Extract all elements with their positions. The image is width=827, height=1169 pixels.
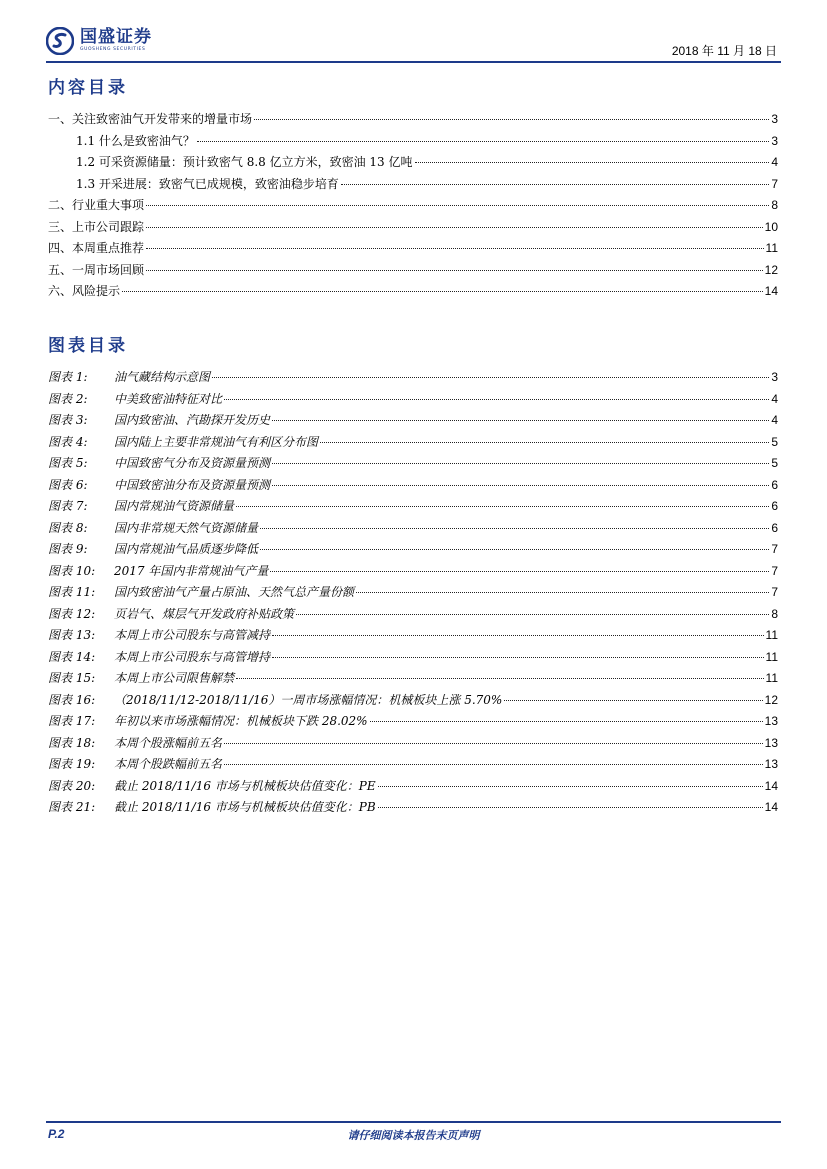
figure-entry[interactable] [48, 540, 778, 562]
figure-entry-number: 图表 21: [48, 800, 96, 814]
figure-entry[interactable] [48, 626, 778, 648]
page-header [46, 24, 781, 64]
contents-entry-label: 1.2 可采资源储量：预计致密气 8.8 亿立方米，致密油 13 亿吨 [76, 155, 413, 169]
figure-entry[interactable] [48, 734, 778, 756]
contents-entry-page: 3 [771, 112, 778, 126]
contents-entry-label: 1.1 什么是致密油气？ [76, 133, 195, 148]
figure-entry-text [48, 691, 502, 708]
figure-entry-page: 4 [771, 413, 778, 427]
figures-list [48, 368, 778, 820]
contents-entry[interactable] [48, 239, 778, 261]
dot-leader [197, 140, 769, 142]
dot-leader [224, 763, 763, 765]
figure-entry-number: 图表 5: [48, 456, 88, 470]
dot-leader [122, 290, 763, 292]
figure-entry-page: 12 [764, 692, 778, 707]
figure-entry-text [48, 755, 222, 772]
figure-entry-text [48, 712, 368, 729]
figure-entry-page: 5 [771, 456, 778, 470]
figure-entry[interactable] [48, 519, 778, 541]
figure-entry-number: 图表 9: [48, 542, 88, 556]
figure-entry-page: 11 [765, 649, 778, 664]
figure-entry-number: 图表 6: [48, 477, 88, 492]
figure-entry-label: 油气藏结构示意图 [114, 370, 211, 384]
disclaimer-note: 请仔细阅读本报告末页声明 [347, 1129, 480, 1142]
figure-entry-text [48, 433, 318, 450]
figure-entry[interactable] [48, 648, 778, 670]
figure-entry-text [48, 454, 270, 471]
figure-entry-label: 中美致密油特征对比 [114, 391, 223, 406]
figure-entry-label: 国内常规油气品质逐步降低 [114, 542, 259, 556]
contents-entry-label: 1.3 开采进展：致密气已成规模，致密油稳步培育 [76, 176, 339, 191]
figure-entry-label: 国内常规油气资源储量 [114, 499, 235, 513]
figure-entry-label: 本周上市公司股东与高管减持 [114, 628, 271, 642]
company-name: 国盛证券 [80, 27, 152, 48]
figure-entry-number: 图表 12: [48, 606, 96, 621]
dot-leader [146, 247, 764, 249]
contents-entry[interactable] [48, 218, 778, 240]
figure-entry-page: 6 [771, 477, 778, 492]
dot-leader [415, 161, 770, 163]
dot-leader [370, 720, 763, 722]
figure-entry[interactable] [48, 777, 778, 799]
figure-entry-number: 图表 7: [48, 499, 88, 513]
figure-entry-number: 图表 8: [48, 520, 88, 535]
figure-entry-page: 13 [764, 757, 778, 771]
figure-entry-page: 7 [771, 542, 778, 556]
figure-entry-text [48, 777, 376, 794]
dot-leader [272, 634, 764, 636]
figure-entry-number: 图表 3: [48, 413, 88, 427]
figure-entry-text [48, 626, 270, 643]
dot-leader [236, 505, 769, 507]
dot-leader [260, 548, 769, 550]
figure-entry-label: 国内致密油、汽勘探开发历史 [114, 413, 271, 427]
figure-entry-label: 中国致密气分布及资源量预测 [114, 456, 271, 470]
figure-entry-label: 本周上市公司限售解禁 [114, 671, 235, 685]
dot-leader [296, 613, 769, 615]
figure-entry-text [48, 562, 268, 579]
figure-entry-text [48, 368, 210, 385]
figure-entry-number: 图表 17: [48, 714, 96, 728]
figure-entry-page: 13 [764, 714, 778, 728]
contents-entry-page: 12 [764, 262, 778, 277]
contents-entry-label: 二、行业重大事项 [48, 198, 145, 212]
contents-entry[interactable] [48, 282, 778, 304]
figure-entry-text [48, 669, 234, 686]
figure-entry[interactable] [48, 583, 778, 605]
figure-entry-number: 图表 10: [48, 563, 96, 578]
figure-entry-label: 本周个股跌幅前五名 [114, 757, 223, 771]
figure-entry-text [48, 519, 258, 536]
figure-entry-label: 页岩气、煤层气开发政府补贴政策 [114, 606, 295, 621]
figure-entry-page: 6 [771, 520, 778, 535]
figure-entry-text [48, 540, 258, 557]
contents-entry-page: 4 [771, 155, 778, 169]
figure-entry[interactable] [48, 411, 778, 433]
figure-entry[interactable] [48, 390, 778, 412]
figure-entry-label: 本周个股涨幅前五名 [114, 735, 223, 750]
figure-entry-page: 14 [764, 778, 778, 793]
figure-entry[interactable] [48, 433, 778, 455]
dot-leader [504, 699, 762, 701]
figure-entry-page: 6 [771, 499, 778, 513]
contents-entry-page: 11 [765, 241, 778, 255]
figure-entry-page: 11 [765, 671, 778, 685]
figure-entry-text [48, 605, 294, 622]
dot-leader [254, 118, 769, 120]
figure-entry-page: 7 [771, 585, 778, 599]
contents-entry[interactable] [48, 196, 778, 218]
figure-entry-label: 截止 2018/11/16 市场与机械板块估值变化：PE [114, 778, 376, 793]
figure-entry[interactable] [48, 669, 778, 691]
figure-entry-text [48, 798, 376, 815]
page-number: P.2 [48, 1127, 65, 1141]
figure-entry[interactable] [48, 562, 778, 584]
figure-entry-label: 年初以来市场涨幅情况：机械板块下跌 28.02% [114, 714, 368, 728]
contents-list [48, 110, 778, 304]
report-date: 2018 年 11 月 18 日 [671, 44, 777, 58]
figure-entry-number: 图表 20: [48, 778, 96, 793]
dot-leader [146, 269, 763, 271]
contents-title: 内容目录 [48, 78, 128, 98]
company-logo [46, 24, 152, 58]
figure-entry-number: 图表 2: [48, 391, 88, 406]
figure-entry[interactable] [48, 605, 778, 627]
figure-entry-label: 2017 年国内非常规油气产量 [114, 563, 269, 578]
figure-entry-text [48, 390, 222, 407]
dot-leader [272, 484, 769, 486]
figure-entry-page: 13 [764, 735, 778, 750]
figure-entry-page: 7 [771, 563, 778, 578]
company-name-en: GUOSHENG SECURITIES [80, 47, 146, 53]
dot-leader [378, 785, 763, 787]
dot-leader [378, 806, 763, 808]
contents-entry-label: 五、一周市场回顾 [48, 262, 145, 277]
figure-entry-text [48, 497, 234, 514]
figure-entry-text [48, 648, 270, 665]
contents-entry-label: 四、本周重点推荐 [48, 241, 145, 255]
figure-entry[interactable] [48, 454, 778, 476]
figure-entry-number: 图表 18: [48, 735, 96, 750]
figure-entry-page: 8 [771, 606, 778, 621]
figure-entry[interactable] [48, 712, 778, 734]
contents-entry[interactable] [48, 110, 778, 132]
dot-leader [146, 226, 763, 228]
figure-entry-page: 4 [771, 391, 778, 406]
figure-entry-text [48, 411, 270, 428]
figure-entry[interactable] [48, 691, 778, 713]
figures-title: 图表目录 [48, 336, 128, 356]
figure-entry-label: （2018/11/12-2018/11/16）一周市场涨幅情况：机械板块上涨 5.70% [114, 692, 503, 707]
contents-entry[interactable] [48, 175, 778, 197]
figure-entry-page: 5 [771, 434, 778, 449]
footer-divider [46, 1121, 781, 1123]
contents-entry-page: 10 [764, 219, 778, 234]
figure-entry-number: 图表 11: [48, 585, 96, 599]
figure-entry-label: 本周上市公司股东与高管增持 [114, 649, 271, 664]
header-divider [46, 61, 781, 63]
contents-entry-page: 3 [771, 133, 778, 148]
contents-entry-label: 六、风险提示 [48, 284, 121, 298]
dot-leader [272, 462, 769, 464]
figure-entry-label: 国内陆上主要非常规油气有利区分布图 [114, 434, 319, 449]
dot-leader [356, 591, 769, 593]
contents-entry-label: 三、上市公司跟踪 [48, 219, 145, 234]
figure-entry[interactable] [48, 476, 778, 498]
figure-entry-number: 图表 19: [48, 757, 96, 771]
figure-entry[interactable] [48, 755, 778, 777]
dot-leader [272, 656, 764, 658]
figure-entry-page: 11 [765, 628, 778, 642]
contents-entry[interactable] [48, 132, 778, 154]
figure-entry[interactable] [48, 497, 778, 519]
figure-entry-label: 截止 2018/11/16 市场与机械板块估值变化：PB [114, 800, 376, 814]
figure-entry-number: 图表 4: [48, 434, 88, 449]
figure-entry[interactable] [48, 798, 778, 820]
dot-leader [146, 204, 769, 206]
dot-leader [341, 183, 769, 185]
dot-leader [270, 570, 769, 572]
figure-entry-page: 14 [764, 800, 778, 814]
contents-entry[interactable] [48, 261, 778, 283]
figure-entry-number: 图表 14: [48, 649, 96, 664]
figure-entry-number: 图表 15: [48, 671, 96, 685]
contents-entry-page: 8 [771, 198, 778, 212]
figure-entry-number: 图表 13: [48, 628, 96, 642]
figure-entry-label: 中国致密油分布及资源量预测 [114, 477, 271, 492]
figure-entry-text [48, 734, 222, 751]
contents-entry[interactable] [48, 153, 778, 175]
figure-entry-label: 国内非常规天然气资源储量 [114, 520, 259, 535]
dot-leader [272, 419, 769, 421]
contents-entry-page: 7 [771, 176, 778, 191]
figure-entry[interactable] [48, 368, 778, 390]
figure-entry-text [48, 583, 354, 600]
dot-leader [224, 742, 763, 744]
dot-leader [320, 441, 769, 443]
figure-entry-label: 国内致密油气产量占原油、天然气总产量份额 [114, 585, 355, 599]
dot-leader [212, 376, 769, 378]
dot-leader [224, 398, 769, 400]
figure-entry-text [48, 476, 270, 493]
figure-entry-number: 图表 16: [48, 692, 96, 707]
contents-entry-page: 14 [764, 284, 778, 298]
figure-entry-number: 图表 1: [48, 370, 88, 384]
company-logo-icon [46, 27, 74, 55]
dot-leader [236, 677, 764, 679]
dot-leader [260, 527, 769, 529]
contents-entry-label: 一、关注致密油气开发带来的增量市场 [48, 112, 253, 126]
figure-entry-page: 3 [771, 370, 778, 384]
